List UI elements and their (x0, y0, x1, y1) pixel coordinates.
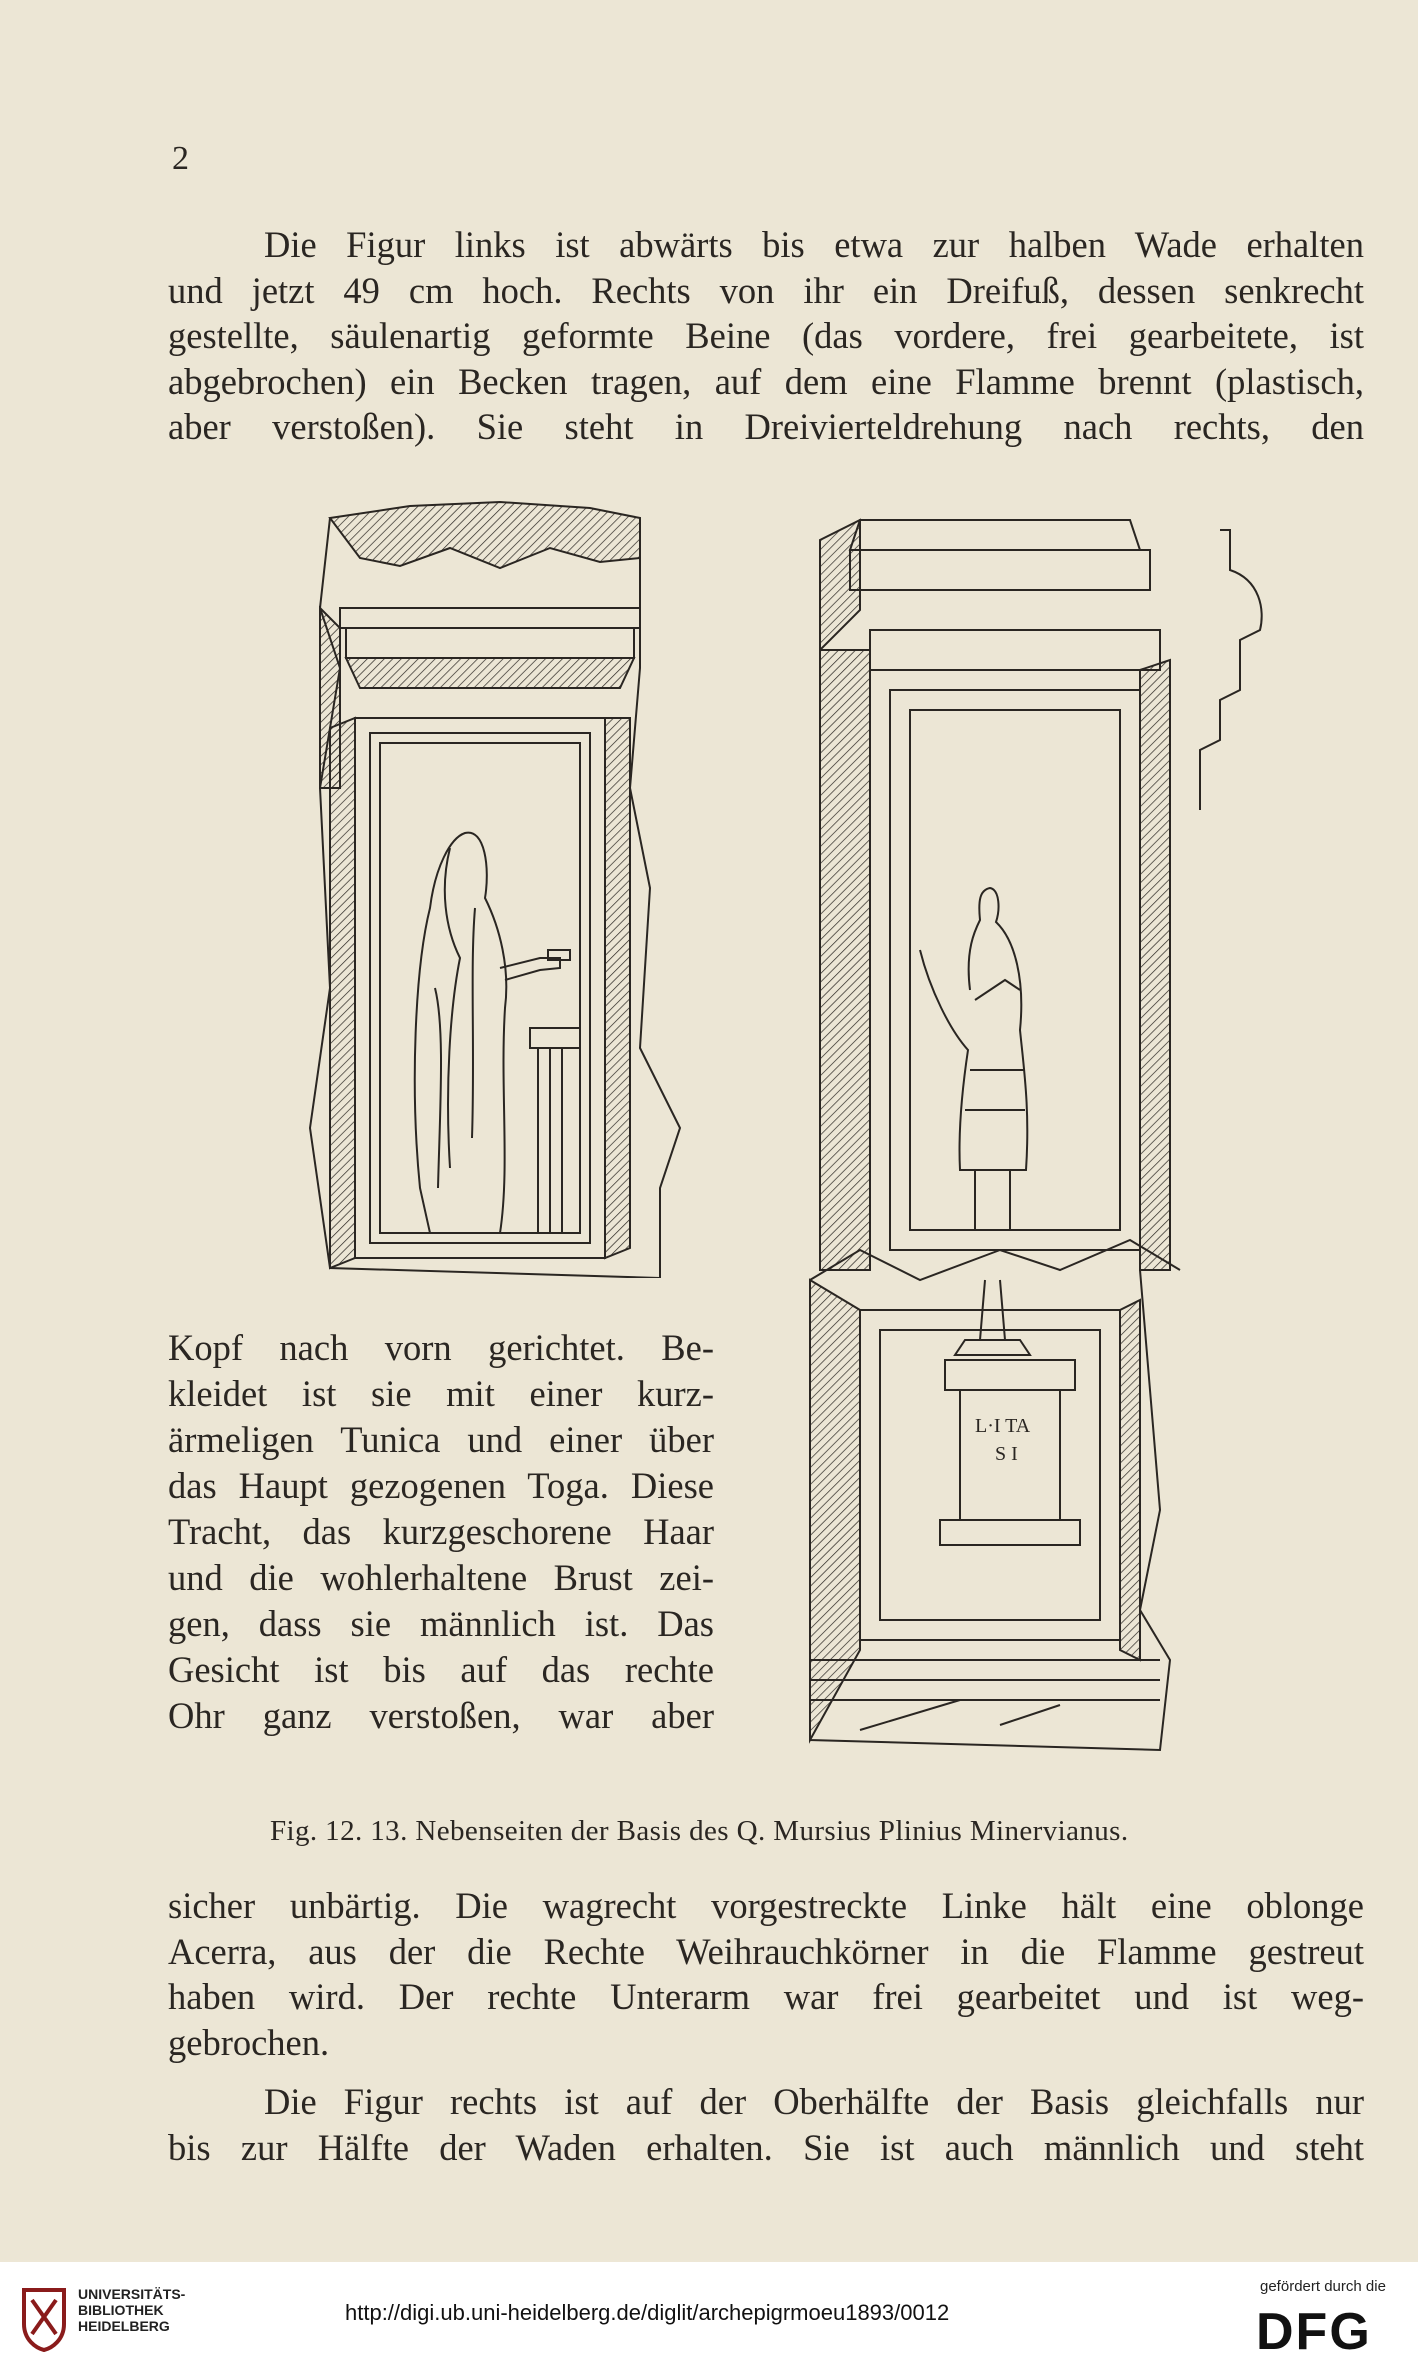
text-line: Acerra, aus der die Rechte Weihrauchkörner in die Flamme gestreut (168, 1930, 1364, 1972)
footer-bar (0, 2262, 1418, 2375)
figure-12-relief (300, 488, 740, 1278)
library-line: UNIVERSITÄTS- (78, 2286, 186, 2302)
university-seal-icon (18, 2284, 70, 2352)
paragraph-3 (168, 2079, 1364, 2170)
text-line: und die wohlerhaltene Brust zei- (168, 1557, 714, 1598)
text-line: haben wird. Der rechte Unterarm war frei gearbeitet und ist weg- (168, 1976, 1364, 2017)
library-name (78, 2286, 185, 2334)
text-line: Gesicht ist bis auf das rechte (168, 1649, 714, 1690)
page-number: 2 (172, 140, 189, 177)
inscription-line-2: S I (995, 1443, 1018, 1465)
figure-caption: Fig. 12. 13. Nebenseiten der Basis des Q. Mursius Plinius Minervianus. (270, 1815, 1129, 1847)
sponsor-text: gefördert durch die (1260, 2278, 1386, 2295)
text-line: das Haupt gezogenen Toga. Diese (168, 1465, 714, 1506)
text-line: Tracht, das kurzgeschorene Haar (168, 1511, 714, 1552)
text-line: sicher unbärtig. Die wagrecht vorgestreckte Linke hält eine oblonge (168, 1885, 1364, 1926)
text-line: Ohr ganz verstoßen, war aber (168, 1695, 714, 1736)
text-line: aber verstoßen). Sie steht in Dreivierteldrehung nach rechts, den (168, 406, 1364, 447)
text-line: gen, dass sie männlich ist. Das (168, 1603, 714, 1644)
text-line: gebrochen. (168, 2021, 330, 2063)
side-paragraph (168, 1325, 714, 1739)
text-line: ärmeligen Tunica und einer über (168, 1419, 714, 1460)
text-line: Kopf nach vorn gerichtet. Be- (168, 1327, 714, 1368)
text-line: bis zur Hälfte der Waden erhalten. Sie ist auch männlich und steht (168, 2126, 1364, 2168)
text-line: Die Figur rechts ist auf der Oberhälfte der Basis gleichfalls nur (264, 2081, 1364, 2122)
text-line: und jetzt 49 cm hoch. Rechts von ihr ein Dreifuß, dessen senkrecht (168, 269, 1364, 311)
text-line: kleidet ist sie mit einer kurz- (168, 1373, 714, 1414)
permalink-url[interactable]: http://digi.ub.uni-heidelberg.de/diglit/archepigrmoeu1893/0012 (345, 2300, 950, 2325)
paragraph-2 (168, 1883, 1364, 2065)
inscription-line-1: L·I TA (975, 1415, 1031, 1437)
text-line: abgebrochen) ein Becken tragen, auf dem eine Flamme brennt (plastisch, (168, 360, 1364, 402)
library-line: HEIDELBERG (78, 2318, 170, 2334)
text-line: gestellte, säulenartig geformte Beine (das vordere, frei gearbeitete, ist (168, 315, 1364, 356)
text-line: Die Figur links ist abwärts bis etwa zur halben Wade erhalten (264, 224, 1364, 265)
figure-13-relief (800, 510, 1270, 1780)
intro-paragraph (168, 222, 1364, 450)
dfg-logo: DFG (1256, 2303, 1372, 2361)
library-line: BIBLIOTHEK (78, 2302, 164, 2318)
